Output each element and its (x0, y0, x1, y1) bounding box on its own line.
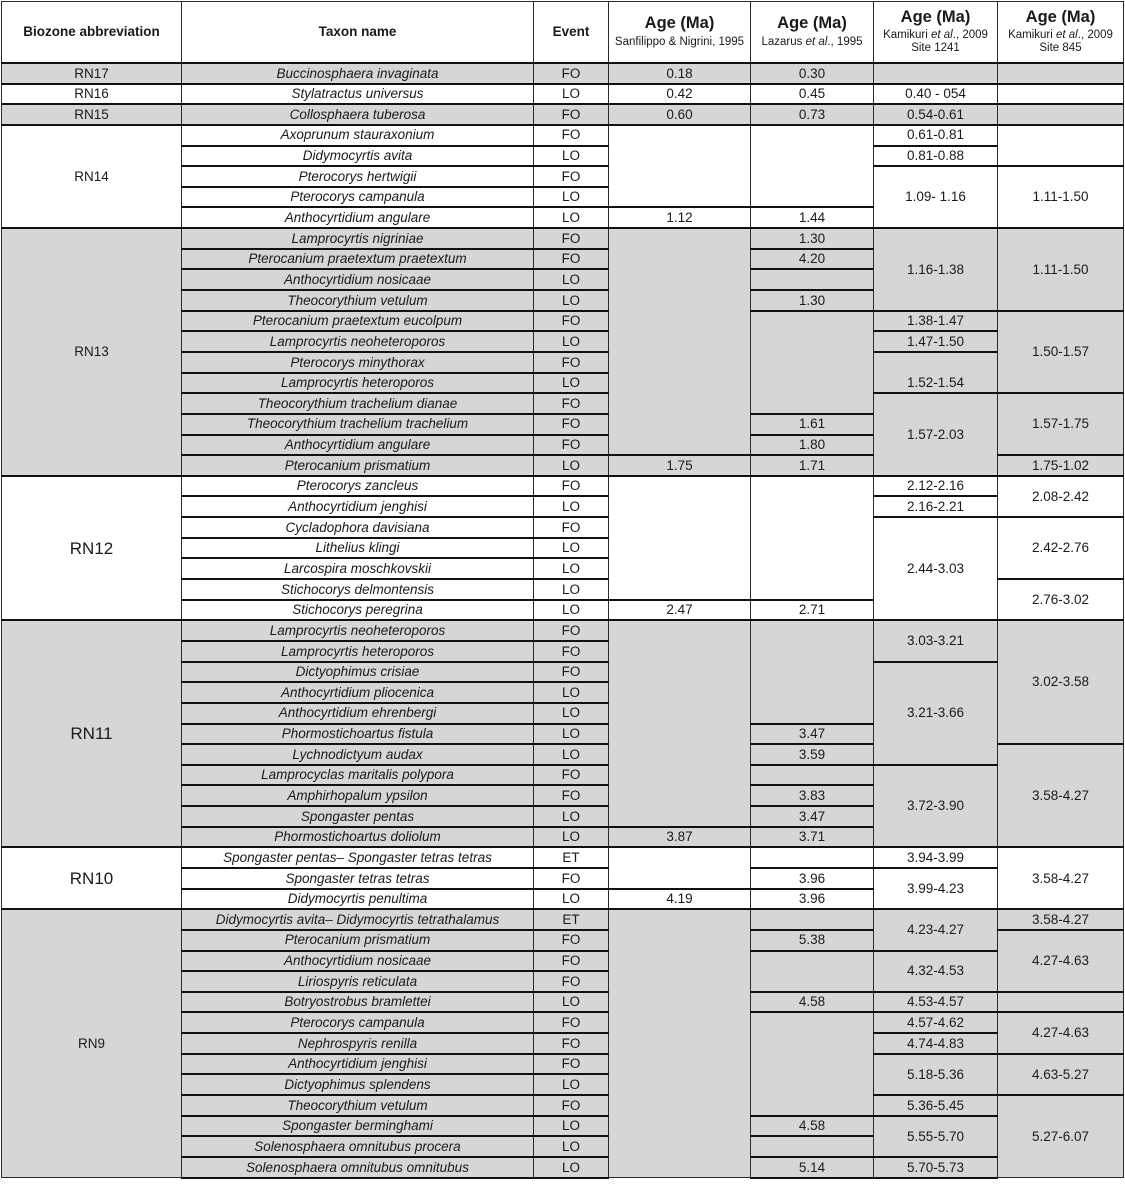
taxon-cell: Anthocyrtidium jenghisi (182, 1054, 534, 1075)
event-cell: FO (534, 352, 609, 373)
taxon-cell: Anthocyrtidium angulare (182, 207, 534, 228)
age-lazarus-cell (751, 765, 874, 786)
taxon-cell: Lamprocyclas maritalis polypora (182, 765, 534, 786)
taxon-cell: Phormostichoartus doliolum (182, 827, 534, 848)
age-kamikuri-1241-cell: 4.32-4.53 (874, 951, 998, 992)
taxon-cell: Didymocyrtis avita (182, 146, 534, 167)
taxon-cell: Larcospira moschkovskii (182, 558, 534, 579)
event-cell: LO (534, 331, 609, 352)
taxon-cell: Didymocyrtis avita– Didymocyrtis tetrathalamus (182, 909, 534, 930)
age-sanfilippo-cell: 3.87 (609, 827, 751, 848)
event-cell: LO (534, 1136, 609, 1157)
table-row (2, 476, 1124, 497)
taxon-cell: Anthocyrtidium nosicaae (182, 951, 534, 972)
event-cell: FO (534, 435, 609, 456)
taxon-cell: Axoprunum stauraxonium (182, 125, 534, 146)
event-cell: FO (534, 393, 609, 414)
event-cell: ET (534, 909, 609, 930)
table-row (2, 847, 1124, 868)
taxon-cell: Cycladophora davisiana (182, 517, 534, 538)
age-lazarus-cell: 1.80 (751, 435, 874, 456)
age-kamikuri-845-cell (998, 63, 1124, 84)
taxon-cell: Lamprocyrtis neoheteroporos (182, 331, 534, 352)
age-lazarus-cell (751, 311, 874, 414)
event-cell: LO (534, 269, 609, 290)
event-cell: FO (534, 228, 609, 249)
age-lazarus-cell (751, 951, 874, 992)
zone-rn9 (2, 909, 1124, 1177)
age-lazarus-cell: 3.47 (751, 724, 874, 745)
age-kamikuri-1241-cell: 2.44-3.03 (874, 517, 998, 620)
age-lazarus-cell: 0.30 (751, 63, 874, 84)
event-cell: FO (534, 311, 609, 332)
zone-rn13 (2, 228, 1124, 476)
taxon-cell: Dictyophimus splendens (182, 1074, 534, 1095)
event-cell: LO (534, 538, 609, 559)
zone-rn10 (2, 847, 1124, 909)
taxon-cell: Lamprocyrtis neoheteroporos (182, 620, 534, 641)
age-kamikuri-1241-cell: 5.55-5.70 (874, 1116, 998, 1157)
event-cell: FO (534, 930, 609, 951)
age-sanfilippo-cell: 1.75 (609, 455, 751, 476)
age-kamikuri-1241-cell: 3.72-3.90 (874, 765, 998, 848)
event-cell: FO (534, 1095, 609, 1116)
age-kamikuri-1241-cell: 1.38-1.47 (874, 311, 998, 332)
taxon-cell: Dictyophimus crisiae (182, 662, 534, 683)
table-row (2, 620, 1124, 641)
age-lazarus-cell: 3.83 (751, 785, 874, 806)
age-kamikuri-1241-cell: 1.52-1.54 (874, 352, 998, 393)
age-kamikuri-845-cell: 1.57-1.75 (998, 393, 1124, 455)
event-cell: LO (534, 1116, 609, 1137)
age-sanfilippo-cell: 4.19 (609, 889, 751, 910)
table-row (2, 84, 1124, 105)
event-cell: FO (534, 951, 609, 972)
event-cell: LO (534, 827, 609, 848)
taxon-cell: Stylatractus universus (182, 84, 534, 105)
age-kamikuri-1241-cell: 4.23-4.27 (874, 909, 998, 950)
age-lazarus-cell: 0.73 (751, 104, 874, 125)
biozone-cell: RN17 (2, 63, 182, 84)
taxon-cell: Pterocanium prismatium (182, 930, 534, 951)
header-age-lazarus: Age (Ma) Lazarus et al., 1995 (751, 2, 874, 64)
age-kamikuri-845-cell: 4.63-5.27 (998, 1054, 1124, 1095)
taxon-cell: Didymocyrtis penultima (182, 889, 534, 910)
biozone-cell: RN11 (2, 620, 182, 847)
age-kamikuri-845-cell (998, 992, 1124, 1013)
event-cell: FO (534, 1033, 609, 1054)
taxon-cell: Pterocorys zancleus (182, 476, 534, 497)
age-kamikuri-1241-cell: 1.09- 1.16 (874, 166, 998, 228)
age-lazarus-cell: 0.45 (751, 84, 874, 105)
age-lazarus-cell: 3.96 (751, 889, 874, 910)
table-row (2, 125, 1124, 146)
age-lazarus-cell: 1.61 (751, 414, 874, 435)
event-cell: LO (534, 806, 609, 827)
header-event: Event (534, 2, 609, 64)
age-kamikuri-845-cell: 3.02-3.58 (998, 620, 1124, 744)
table-row (2, 104, 1124, 125)
event-cell: LO (534, 496, 609, 517)
age-kamikuri-1241-cell: 5.70-5.73 (874, 1157, 998, 1178)
age-lazarus-cell: 3.71 (751, 827, 874, 848)
event-cell: LO (534, 744, 609, 765)
age-lazarus-cell (751, 125, 874, 208)
age-sanfilippo-cell (609, 909, 751, 1177)
event-cell: LO (534, 889, 609, 910)
table-row (2, 909, 1124, 930)
age-sanfilippo-cell (609, 476, 751, 600)
biozone-cell: RN14 (2, 125, 182, 228)
taxon-cell: Lamprocyrtis heteroporos (182, 373, 534, 394)
event-cell: LO (534, 682, 609, 703)
taxon-cell: Spongaster pentas (182, 806, 534, 827)
age-kamikuri-845-cell: 2.76-3.02 (998, 579, 1124, 620)
age-kamikuri-845-cell: 4.27-4.63 (998, 1012, 1124, 1053)
event-cell: LO (534, 455, 609, 476)
event-cell: FO (534, 1012, 609, 1033)
event-cell: FO (534, 63, 609, 84)
taxon-cell: Anthocyrtidium jenghisi (182, 496, 534, 517)
age-lazarus-cell: 3.59 (751, 744, 874, 765)
taxon-cell: Spongaster pentas– Spongaster tetras tetras (182, 847, 534, 868)
age-kamikuri-1241-cell: 1.16-1.38 (874, 228, 998, 311)
biozone-cell: RN12 (2, 476, 182, 620)
age-lazarus-cell: 1.30 (751, 290, 874, 311)
event-cell: FO (534, 104, 609, 125)
age-kamikuri-1241-cell: 0.54-0.61 (874, 104, 998, 125)
taxon-cell: Theocorythium trachelium dianae (182, 393, 534, 414)
event-cell: LO (534, 558, 609, 579)
age-kamikuri-845-cell: 2.08-2.42 (998, 476, 1124, 517)
age-kamikuri-845-cell (998, 125, 1124, 166)
age-kamikuri-1241-cell: 5.36-5.45 (874, 1095, 998, 1116)
taxon-cell: Pterocorys hertwigii (182, 166, 534, 187)
age-lazarus-cell: 3.96 (751, 868, 874, 889)
taxon-cell: Anthocyrtidium pliocenica (182, 682, 534, 703)
age-lazarus-cell: 1.71 (751, 455, 874, 476)
biozone-cell: RN10 (2, 847, 182, 909)
event-cell: FO (534, 166, 609, 187)
taxon-cell: Anthocyrtidium angulare (182, 435, 534, 456)
biozone-cell: RN15 (2, 104, 182, 125)
age-kamikuri-1241-cell: 3.03-3.21 (874, 620, 998, 661)
age-kamikuri-845-cell: 1.11-1.50 (998, 228, 1124, 311)
age-lazarus-cell: 2.71 (751, 600, 874, 621)
age-lazarus-cell: 1.30 (751, 228, 874, 249)
header-row (2, 2, 1124, 64)
header-biozone: Biozone abbreviation (2, 2, 182, 64)
event-cell: FO (534, 971, 609, 992)
event-cell: FO (534, 249, 609, 270)
event-cell: LO (534, 703, 609, 724)
taxon-cell: Spongaster berminghami (182, 1116, 534, 1137)
age-kamikuri-845-cell: 3.58-4.27 (998, 847, 1124, 909)
age-kamikuri-1241-cell: 3.99-4.23 (874, 868, 998, 909)
header-age-kamikuri-1241: Age (Ma) Kamikuri et al., 2009 Site 1241 (874, 2, 998, 64)
event-cell: FO (534, 476, 609, 497)
taxon-cell: Lamprocyrtis nigriniae (182, 228, 534, 249)
zone-rn17 (2, 63, 1124, 84)
taxon-cell: Anthocyrtidium nosicaae (182, 269, 534, 290)
event-cell: FO (534, 620, 609, 641)
table-row (2, 63, 1124, 84)
taxon-cell: Lamprocyrtis heteroporos (182, 641, 534, 662)
age-kamikuri-1241-cell: 4.74-4.83 (874, 1033, 998, 1054)
event-cell: FO (534, 662, 609, 683)
age-kamikuri-1241-cell (874, 63, 998, 84)
age-kamikuri-845-cell: 1.75-1.02 (998, 455, 1124, 476)
taxon-cell: Spongaster tetras tetras (182, 868, 534, 889)
age-kamikuri-1241-cell: 3.94-3.99 (874, 847, 998, 868)
age-kamikuri-1241-cell: 4.57-4.62 (874, 1012, 998, 1033)
age-sanfilippo-cell: 0.18 (609, 63, 751, 84)
event-cell: LO (534, 207, 609, 228)
event-cell: FO (534, 1054, 609, 1075)
age-lazarus-cell (751, 1012, 874, 1115)
biostratigraphy-table (1, 1, 1124, 1179)
age-kamikuri-1241-cell: 2.12-2.16 (874, 476, 998, 497)
event-cell: ET (534, 847, 609, 868)
age-sanfilippo-cell (609, 847, 751, 888)
taxon-cell: Buccinosphaera invaginata (182, 63, 534, 84)
event-cell: FO (534, 765, 609, 786)
zone-rn16 (2, 84, 1124, 105)
taxon-cell: Pterocorys campanula (182, 187, 534, 208)
event-cell: LO (534, 1074, 609, 1095)
taxon-cell: Solenosphaera omnitubus omnitubus (182, 1157, 534, 1178)
age-lazarus-cell: 4.20 (751, 249, 874, 270)
age-sanfilippo-cell: 2.47 (609, 600, 751, 621)
taxon-cell: Stichocorys peregrina (182, 600, 534, 621)
biozone-cell: RN9 (2, 909, 182, 1177)
taxon-cell: Liriospyris reticulata (182, 971, 534, 992)
header-age-sanfilippo: Age (Ma) Sanfilippo & Nigrini, 1995 (609, 2, 751, 64)
event-cell: LO (534, 579, 609, 600)
age-sanfilippo-cell (609, 620, 751, 826)
header-taxon: Taxon name (182, 2, 534, 64)
age-kamikuri-845-cell: 1.50-1.57 (998, 311, 1124, 394)
zone-rn11 (2, 620, 1124, 847)
taxon-cell: Stichocorys delmontensis (182, 579, 534, 600)
taxon-cell: Pterocorys minythorax (182, 352, 534, 373)
age-lazarus-cell (751, 476, 874, 600)
event-cell: FO (534, 125, 609, 146)
age-lazarus-cell: 3.47 (751, 806, 874, 827)
taxon-cell: Pterocanium praetextum eucolpum (182, 311, 534, 332)
age-kamikuri-1241-cell: 3.21-3.66 (874, 662, 998, 765)
taxon-cell: Theocorythium trachelium trachelium (182, 414, 534, 435)
zone-rn15 (2, 104, 1124, 125)
age-lazarus-cell: 5.38 (751, 930, 874, 951)
event-cell: LO (534, 600, 609, 621)
age-lazarus-cell: 1.44 (751, 207, 874, 228)
event-cell: LO (534, 84, 609, 105)
taxon-cell: Lithelius klingi (182, 538, 534, 559)
biozone-cell: RN16 (2, 84, 182, 105)
age-kamikuri-1241-cell: 0.81-0.88 (874, 146, 998, 167)
event-cell: LO (534, 724, 609, 745)
age-sanfilippo-cell: 1.12 (609, 207, 751, 228)
age-lazarus-cell (751, 1136, 874, 1157)
age-kamikuri-1241-cell: 1.47-1.50 (874, 331, 998, 352)
taxon-cell: Amphirhopalum ypsilon (182, 785, 534, 806)
age-kamikuri-1241-cell: 0.61-0.81 (874, 125, 998, 146)
event-cell: FO (534, 785, 609, 806)
event-cell: LO (534, 146, 609, 167)
age-lazarus-cell: 4.58 (751, 1116, 874, 1137)
event-cell: FO (534, 868, 609, 889)
age-lazarus-cell: 4.58 (751, 992, 874, 1013)
taxon-cell: Pterocanium prismatium (182, 455, 534, 476)
age-kamikuri-1241-cell: 5.18-5.36 (874, 1054, 998, 1095)
taxon-cell: Lychnodictyum audax (182, 744, 534, 765)
taxon-cell: Theocorythium vetulum (182, 1095, 534, 1116)
age-kamikuri-845-cell (998, 84, 1124, 105)
age-kamikuri-845-cell (998, 104, 1124, 125)
age-lazarus-cell (751, 620, 874, 723)
table-row (2, 228, 1124, 249)
event-cell: FO (534, 517, 609, 538)
event-cell: LO (534, 187, 609, 208)
age-sanfilippo-cell: 0.42 (609, 84, 751, 105)
age-kamikuri-1241-cell: 0.40 - 054 (874, 84, 998, 105)
age-lazarus-cell: 5.14 (751, 1157, 874, 1178)
event-cell: FO (534, 414, 609, 435)
age-sanfilippo-cell (609, 228, 751, 455)
age-kamikuri-1241-cell: 4.53-4.57 (874, 992, 998, 1013)
event-cell: LO (534, 992, 609, 1013)
event-cell: LO (534, 373, 609, 394)
taxon-cell: Pterocorys campanula (182, 1012, 534, 1033)
event-cell: FO (534, 641, 609, 662)
age-kamikuri-845-cell: 3.58-4.27 (998, 909, 1124, 930)
taxon-cell: Botryostrobus bramlettei (182, 992, 534, 1013)
biozone-cell: RN13 (2, 228, 182, 476)
event-cell: LO (534, 290, 609, 311)
age-kamikuri-845-cell: 4.27-4.63 (998, 930, 1124, 992)
taxon-cell: Collosphaera tuberosa (182, 104, 534, 125)
age-sanfilippo-cell (609, 125, 751, 208)
age-kamikuri-1241-cell: 1.57-2.03 (874, 393, 998, 476)
age-kamikuri-845-cell: 5.27-6.07 (998, 1095, 1124, 1178)
age-lazarus-cell (751, 909, 874, 930)
taxon-cell: Solenosphaera omnitubus procera (182, 1136, 534, 1157)
age-lazarus-cell (751, 269, 874, 290)
age-lazarus-cell (751, 847, 874, 868)
age-sanfilippo-cell: 0.60 (609, 104, 751, 125)
age-kamikuri-845-cell: 3.58-4.27 (998, 744, 1124, 847)
zone-rn14 (2, 125, 1124, 228)
event-cell: LO (534, 1157, 609, 1178)
age-kamikuri-845-cell: 2.42-2.76 (998, 517, 1124, 579)
zone-rn12 (2, 476, 1124, 620)
header-age-kamikuri-845: Age (Ma) Kamikuri et al., 2009 Site 845 (998, 2, 1124, 64)
age-kamikuri-1241-cell: 2.16-2.21 (874, 496, 998, 517)
age-kamikuri-845-cell: 1.11-1.50 (998, 166, 1124, 228)
taxon-cell: Phormostichoartus fistula (182, 724, 534, 745)
taxon-cell: Anthocyrtidium ehrenbergi (182, 703, 534, 724)
taxon-cell: Theocorythium vetulum (182, 290, 534, 311)
taxon-cell: Pterocanium praetextum praetextum (182, 249, 534, 270)
taxon-cell: Nephrospyris renilla (182, 1033, 534, 1054)
